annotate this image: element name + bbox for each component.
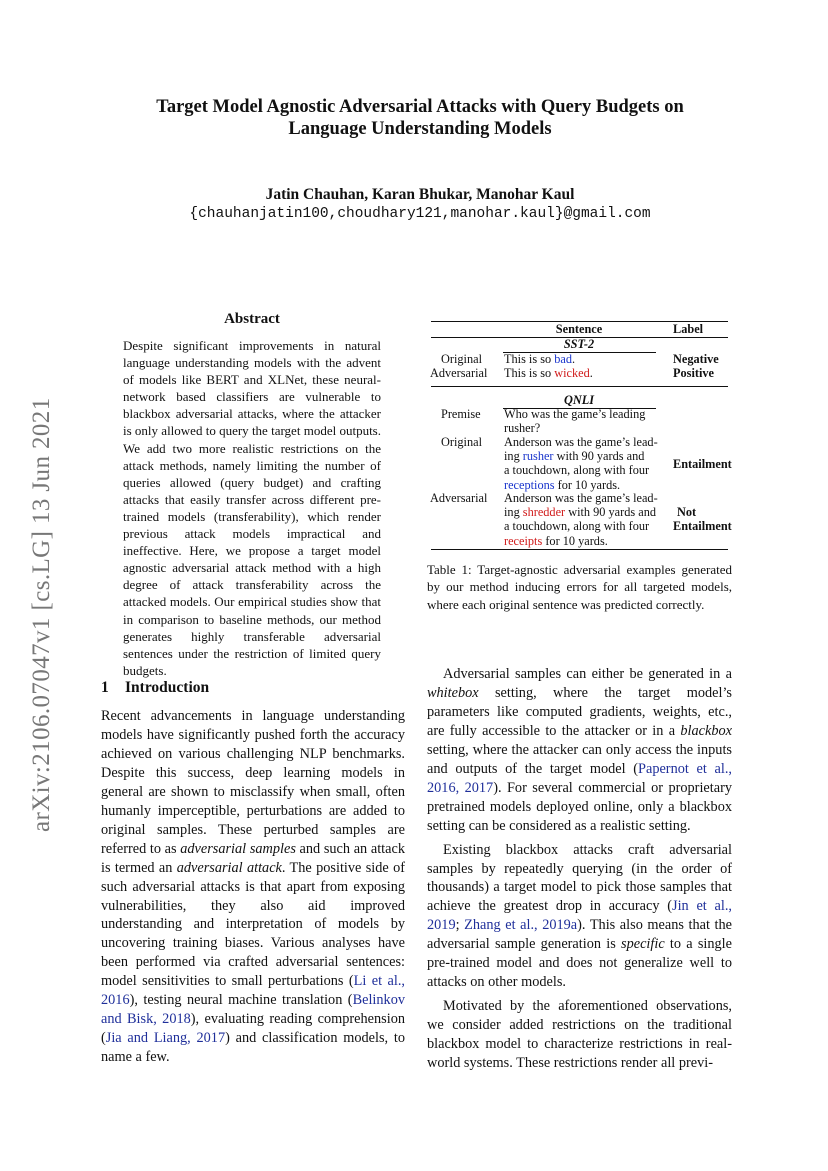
sentence-line: a touchdown, along with four <box>504 463 650 478</box>
emphasis: blackbox <box>680 722 732 739</box>
text-run: ), evaluating reading comprehension ( <box>101 1011 405 1047</box>
emphasis: adversarial samples <box>180 840 296 857</box>
column-header-sentence: Sentence <box>555 322 603 336</box>
author-emails: {chauhanjatin100,choudhary121,manohar.kaul}@gmail.com <box>189 206 651 222</box>
paper-title <box>110 96 730 140</box>
title-line-2: Language Understanding Models <box>288 119 552 139</box>
citation-link[interactable]: Zhang et al., 2019a <box>464 917 578 934</box>
adversarial-word: shredder <box>522 505 566 520</box>
paragraph: Motivated by the aforementioned observations, we consider added restrictions on the traditional blackbox model to characterize restrictions in real-world systems. These restrictions render all previ- <box>427 998 732 1072</box>
row-tag-original: Original <box>441 352 482 366</box>
original-word: rusher <box>522 449 554 464</box>
qnli-adversarial-label <box>673 505 732 533</box>
citation-link[interactable]: Jin et al., 2019 <box>427 898 732 934</box>
text-run: Recent advancements in language understanding models have significantly pushed forth the accuracy achieved on various challenging NLP benchmarks. Despite this success, deep learning models in general are shown to misclassify when small, often humanly imperceptible, perturbations are added to original samples. These perturbed samples are referred to as <box>101 708 405 857</box>
sst-original-label: Negative <box>673 352 719 366</box>
introduction-paragraph <box>101 707 405 1067</box>
text-run: and such an attack is termed an <box>101 840 405 876</box>
emphasis: specific <box>621 936 665 953</box>
authors: Jatin Chauhan, Karan Bhukar, Manohar Kaul <box>265 186 575 203</box>
adversarial-word: receipts <box>504 533 543 548</box>
emphasis: adversarial attack <box>176 859 282 876</box>
row-tag-premise: Premise <box>441 407 481 421</box>
arxiv-identifier: arXiv:2106.07047v1 [cs.LG] 13 Jun 2021 <box>28 397 55 833</box>
row-tag-original: Original <box>441 435 482 449</box>
original-word: bad <box>554 352 572 366</box>
row-tag-adversarial: Adversarial <box>430 366 488 380</box>
column-header-label: Label <box>673 322 704 336</box>
label-line: Not <box>677 505 697 519</box>
dataset-qnli: QNLI <box>563 393 595 407</box>
adversarial-word: wicked <box>554 366 590 380</box>
citation-link[interactable]: Jia and Liang, 2017 <box>105 1030 226 1047</box>
qnli-adversarial-sentence <box>504 491 658 548</box>
title-line-1: Target Model Agnostic Adversarial Attacks with Query Budgets on <box>156 97 684 117</box>
sst-adversarial-label: Positive <box>673 366 714 380</box>
sentence-line: Anderson was the game’s lead- <box>504 491 658 505</box>
label-line: Entailment <box>673 519 732 534</box>
right-column-text <box>427 665 732 1078</box>
dataset-sst2: SST-2 <box>563 337 595 351</box>
table-caption: Table 1: Target-agnostic adversarial examples generated by our method inducing errors for all targeted models, where each original sentence was predicted correctly. <box>427 562 732 612</box>
table-bottom-rule <box>431 549 728 550</box>
sentence-line: receptions for 10 yards. <box>504 477 621 492</box>
text-run: ) and classification models, to name a few. <box>101 1030 406 1066</box>
qnli-premise <box>504 407 645 435</box>
row-tag-adversarial: Adversarial <box>430 491 488 505</box>
text-run: ), testing neural machine translation ( <box>129 992 353 1009</box>
text-run: . The positive side of such adversarial attacks is that apart from exposing vulnerabilities, they also aid improved understanding and interpretation of models by uncovering training biases. Various analyses have been performed via crafted adversarial sentences: model sensitivities to small perturbations ( <box>101 859 405 990</box>
qnli-original-label: Entailment <box>673 457 732 471</box>
paragraph: Adversarial samples can either be generated in a whitebox setting, where the target model’s parameters like computed gradients, weights, etc., are fully accessible to the attacker or in a blackbox setting, where the attacker can only access the inputs and outputs of the target model (Papernot et al., 2016, 2017). For several commercial or proprietary pretrained models deployed online, only a blackbox setting can be considered as a realistic setting. <box>427 666 732 834</box>
abstract-body: Despite significant improvements in natural language understanding models with the advent of models like BERT and XLNet, these neural-network based classifiers are vulnerable to blackbox adversarial attacks, where the attacker is only allowed to query the target model outputs. We add two more realistic restrictions on the attack methods, namely limiting the number of queries allowed (query budget) and crafting attacks that easily transfer across different pre-trained models (transferability), which render previous attack models impractical and ineffective. Here, we propose a target model agnostic adversarial attack method with a high degree of attack transferability across the attacked models. Our empirical studies show that in comparison to baseline methods, our method generates highly transferable adversarial sentences under the restriction of limited query budgets. <box>123 338 381 678</box>
sentence-line: receipts for 10 yards. <box>504 533 608 548</box>
sentence-line: ing shredder with 90 yards and <box>504 505 656 520</box>
section-heading-introduction <box>101 679 209 697</box>
abstract-heading: Abstract <box>224 311 280 327</box>
premise-line: rusher? <box>504 421 541 436</box>
emphasis: whitebox <box>427 684 479 701</box>
paragraph: Existing blackbox attacks craft adversarial samples by repeatedly querying (in the order of thousands) a target model to pick those samples that achieve the greatest drop in accuracy (Jin et al., 2019; Zhang et al., 2019a). This also means that the adversarial sample generation is specific to a single pre-trained model and does not generalize well to attacks on other models. <box>427 841 733 991</box>
original-word: receptions <box>504 477 555 492</box>
sst-original-sentence: This is so bad. <box>504 352 576 366</box>
sentence-line: ing rusher with 90 yards and <box>504 449 645 464</box>
citation-link[interactable]: Li et al., 2016 <box>101 973 405 1009</box>
section-rule <box>431 386 728 387</box>
qnli-original-sentence <box>504 435 658 492</box>
premise-line: Who was the game’s leading <box>504 407 646 421</box>
citation-link[interactable]: Papernot et al., 2016, 2017 <box>427 760 732 796</box>
sentence-line: Anderson was the game’s lead- <box>504 435 658 449</box>
section-number: 1 <box>101 679 109 696</box>
citation-link[interactable]: Belinkov and Bisk, 2018 <box>101 992 405 1028</box>
sentence-line: a touchdown, along with four <box>504 519 650 534</box>
sst-adversarial-sentence: This is so wicked. <box>504 366 593 380</box>
section-title: Introduction <box>125 679 210 696</box>
